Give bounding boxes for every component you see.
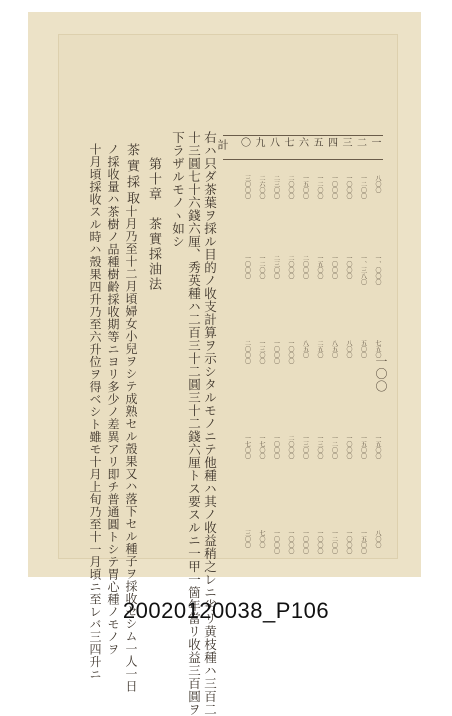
table-cell: 一二〇〇 xyxy=(258,255,265,279)
table-row-label: 〇 xyxy=(238,137,250,147)
table-column xyxy=(268,135,281,581)
table-cell: 一七〇〇 xyxy=(258,435,265,459)
table-cell: 一〇〇〇 xyxy=(272,435,280,459)
table-cell: 二三〇〇 xyxy=(272,175,280,199)
table-row-label: 四 xyxy=(325,137,337,147)
table-cell: 八五〇 xyxy=(301,340,309,358)
table-cell: 二〇〇〇 xyxy=(287,175,294,199)
paragraph-line-3: 下ラザルモノヽ如シ xyxy=(170,131,186,248)
chapter-heading: 第十章 茶實採油法 xyxy=(146,157,161,292)
table-cell: 八五〇 xyxy=(330,340,338,358)
body-line-3: 十月頃採收スル時ハ殼果四升乃至六升位ヲ得ベシト雖モ十月上旬乃至十一月頃ニ至レバ三四升ニ xyxy=(88,143,102,681)
image-caption: 20020120038_P106 xyxy=(122,598,330,623)
table-row-label: 五 xyxy=(311,137,322,147)
section-heading: 茶實採取 xyxy=(124,143,139,207)
table-cell: 二〇〇〇 xyxy=(287,435,294,459)
table-cell: 一五〇〇 xyxy=(316,255,323,279)
table-row-label: 六 xyxy=(296,137,308,147)
table-row-label: 二 xyxy=(354,137,366,147)
paragraph-line-2: 十三圓七十六錢六厘、秀英種ハ二百三十二圓三十二錢六厘トス要スルニ一甲一箇年當リ收益三百圓ヲ xyxy=(186,131,202,716)
table-cell: 二三〇〇 xyxy=(272,255,280,279)
table-cell: 八〇〇 xyxy=(374,530,381,548)
table-row-label: 九 xyxy=(253,137,264,147)
table-cell: 一五〇〇 xyxy=(374,435,381,459)
table-cell: 一五〇〇 xyxy=(359,530,367,554)
table-cell: 二五〇 xyxy=(316,340,323,358)
table-column xyxy=(326,135,339,581)
table-cell: 三〇〇 xyxy=(243,530,251,548)
table-column xyxy=(369,135,382,581)
table-cell: 一七〇〇 xyxy=(243,435,251,459)
table-cell: 二六〇〇 xyxy=(258,175,265,199)
table-cell: 一二〇〇 xyxy=(316,175,323,199)
table-cell: 一〇〇〇 xyxy=(330,175,338,199)
table-cell: 一〇〇〇 xyxy=(287,340,294,364)
table-column xyxy=(311,135,324,581)
table-cell: 一〇〇〇 xyxy=(272,530,280,554)
table-cell: 一二〇〇 xyxy=(359,175,367,199)
table-cell: 一三〇〇 xyxy=(301,435,309,459)
table-row-label: 七 xyxy=(282,137,293,147)
body-line-1: 十月乃至十二月頃婦女小兒ヲシテ成熟セル殼果又ハ落下セル種子ヲ採收セシム一人一日 xyxy=(124,205,138,693)
table-cell: 八〇〇 xyxy=(374,175,381,193)
table-cell: 一〇〇〇 xyxy=(316,530,323,554)
table-cell: 二〇〇〇 xyxy=(287,255,294,279)
table-cell: 一三〇〇 xyxy=(316,435,323,459)
table-column xyxy=(355,135,368,581)
table-cell: 八〇〇 xyxy=(345,340,352,358)
table-column xyxy=(340,135,353,581)
table-cell: 二〇〇〇 xyxy=(243,340,251,364)
table-column xyxy=(253,135,266,581)
table-cell: 一〇〇〇 xyxy=(345,530,352,554)
table-column xyxy=(297,135,310,581)
table-cell: 七五〇 xyxy=(374,340,381,358)
table-row-label: 一 xyxy=(369,137,380,147)
table-cell: 七〇〇 xyxy=(258,530,265,548)
table-cell: 一、〇〇〇 xyxy=(374,255,381,285)
table-row-label: 三 xyxy=(340,137,351,147)
body-line-2: ノ採收量ハ茶樹ノ品種樹齡採收期等ニヨリ多少ノ差異アリ即チ普通圓トシテ胃心種ノモノヲ xyxy=(106,143,120,656)
table-cell: 一〇〇〇 xyxy=(243,255,251,279)
table-cell: 一二〇〇 xyxy=(330,435,338,459)
table-cell: 二〇〇〇 xyxy=(301,255,309,279)
table-column xyxy=(282,135,295,581)
table-cell: 一五〇〇 xyxy=(301,175,309,199)
table-cell: 一〇〇〇 xyxy=(287,530,294,554)
table-cell: 五〇〇 xyxy=(359,340,367,358)
table-total-label: 計 xyxy=(216,139,229,151)
data-table xyxy=(216,135,383,581)
table-cell: 一〇〇〇 xyxy=(330,255,338,279)
paragraph-line-1: 右ハ只ダ茶葉ヲ採ル目的ノ收支計算ヲ示シタルモノニテ他種ハ其ノ收益稍之レニ劣リ黄枝種ハ三百二 xyxy=(202,131,218,716)
table-cell: 一三〇〇 xyxy=(258,340,265,364)
table-cell: 一二〇〇 xyxy=(330,530,338,554)
table-column xyxy=(239,135,252,581)
table-cell: 一〇〇〇 xyxy=(345,435,352,459)
table-cell: 一〇〇〇 xyxy=(345,175,352,199)
page-number: 一〇〇 xyxy=(374,355,388,393)
table-cell: 一、三八〇 xyxy=(359,255,367,285)
table-cell: 一〇〇〇 xyxy=(345,255,352,279)
table-row-label: 八 xyxy=(267,137,279,147)
table-cell: 一五〇〇 xyxy=(359,435,367,459)
table-cell: 一〇〇〇 xyxy=(272,340,280,364)
table-cell: 一〇〇〇 xyxy=(301,530,309,554)
table-cell: 三〇〇〇 xyxy=(243,175,251,199)
